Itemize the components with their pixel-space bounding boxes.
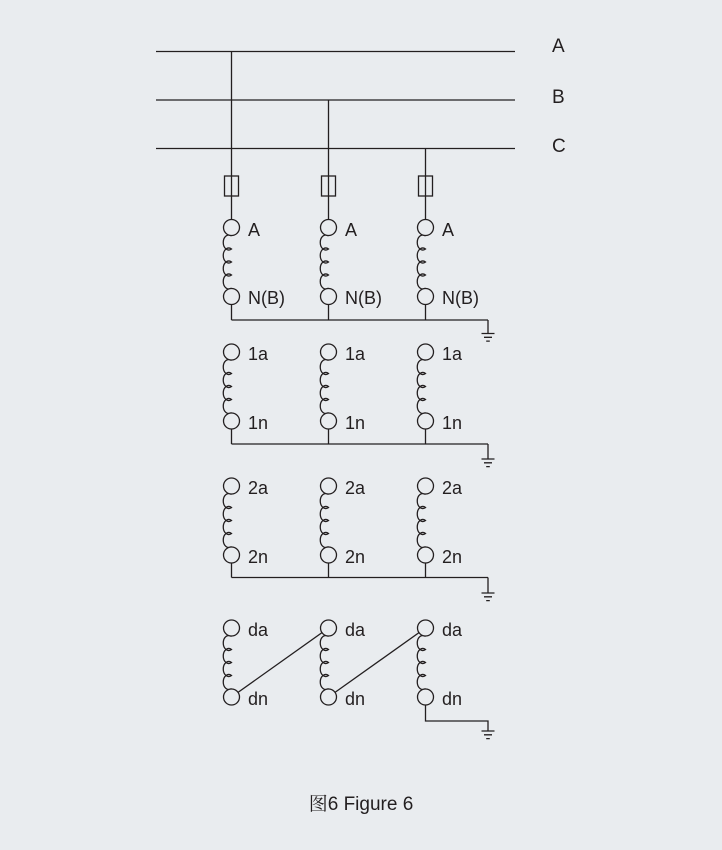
bus-lines bbox=[156, 52, 515, 149]
winding-coil bbox=[320, 494, 328, 548]
terminal-circle bbox=[418, 220, 434, 236]
terminal-circle bbox=[224, 547, 240, 563]
terminal-circle bbox=[321, 344, 337, 360]
terminal-circle bbox=[224, 413, 240, 429]
terminal-circle bbox=[224, 289, 240, 305]
ground-icon bbox=[482, 334, 495, 342]
terminal-circle bbox=[418, 547, 434, 563]
terminal-label: da bbox=[248, 620, 269, 640]
terminal-label: 1n bbox=[248, 413, 269, 433]
winding-coil bbox=[223, 636, 231, 690]
winding-coil bbox=[223, 235, 231, 289]
terminal-circle bbox=[224, 689, 240, 705]
winding-coil bbox=[417, 360, 425, 414]
terminal-label: 2n bbox=[248, 547, 269, 567]
terminal-label: A bbox=[345, 220, 358, 240]
terminal-circle bbox=[321, 547, 337, 563]
winding-coil bbox=[320, 360, 328, 414]
terminal-circle bbox=[321, 478, 337, 494]
terminal-label: 2a bbox=[442, 478, 463, 498]
bus-label-a: A bbox=[552, 36, 565, 57]
terminal-label: da bbox=[345, 620, 366, 640]
bus-label-b: B bbox=[552, 87, 565, 108]
terminal-circle bbox=[224, 620, 240, 636]
winding-coil bbox=[320, 235, 328, 289]
terminal-circle bbox=[321, 413, 337, 429]
phase-taps bbox=[232, 52, 426, 228]
terminal-circle bbox=[418, 478, 434, 494]
winding-coil bbox=[417, 235, 425, 289]
terminal-label: 2n bbox=[442, 547, 463, 567]
terminal-circle bbox=[418, 689, 434, 705]
figure-caption: 图6 Figure 6 bbox=[308, 794, 414, 815]
terminal-circle bbox=[321, 689, 337, 705]
terminal-circle bbox=[321, 289, 337, 305]
terminal-circle bbox=[321, 220, 337, 236]
terminal-label: da bbox=[442, 620, 463, 640]
terminal-label: N(B) bbox=[442, 288, 479, 308]
terminal-circle bbox=[224, 220, 240, 236]
terminal-label: N(B) bbox=[248, 288, 285, 308]
delta-link-1 bbox=[232, 628, 329, 697]
terminal-label: dn bbox=[442, 689, 463, 709]
terminal-label: 1n bbox=[442, 413, 463, 433]
terminal-circle bbox=[418, 620, 434, 636]
winding-coil bbox=[417, 494, 425, 548]
terminal-label: A bbox=[442, 220, 455, 240]
terminal-label: dn bbox=[248, 689, 269, 709]
winding-coil bbox=[223, 494, 231, 548]
terminal-label: A bbox=[248, 220, 261, 240]
winding-coil bbox=[417, 636, 425, 690]
bus-label-c: C bbox=[552, 136, 566, 157]
ground-icon bbox=[482, 731, 495, 739]
terminal-label: 1n bbox=[345, 413, 366, 433]
terminal-label: 1a bbox=[345, 344, 366, 364]
terminal-label: 1a bbox=[442, 344, 463, 364]
winding-section-delta bbox=[223, 628, 494, 739]
terminal-label: 2a bbox=[248, 478, 269, 498]
terminal-circle bbox=[224, 478, 240, 494]
terminal-label: N(B) bbox=[345, 288, 382, 308]
terminal-circle bbox=[418, 289, 434, 305]
terminal-circle bbox=[321, 620, 337, 636]
terminal-label: 2a bbox=[345, 478, 366, 498]
delta-link-2 bbox=[329, 628, 426, 697]
ground-icon bbox=[482, 593, 495, 601]
terminal-circle bbox=[418, 413, 434, 429]
terminal-label: 1a bbox=[248, 344, 269, 364]
terminal-circle bbox=[224, 344, 240, 360]
winding-coil bbox=[320, 636, 328, 690]
winding-coil bbox=[223, 360, 231, 414]
terminal-label: dn bbox=[345, 689, 366, 709]
terminal-label: 2n bbox=[345, 547, 366, 567]
terminal-circle bbox=[418, 344, 434, 360]
ground-icon bbox=[482, 459, 495, 467]
